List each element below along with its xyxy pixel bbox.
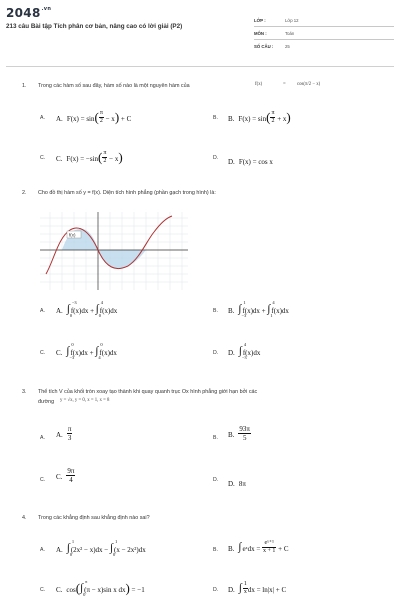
q2-number: 2. bbox=[22, 190, 27, 196]
q2-option-a[interactable]: A. ∫ −3 0 f(x)dx + ∫ 4 0 f(x)dx bbox=[56, 300, 118, 319]
class-value: Lớp 12 bbox=[285, 18, 299, 23]
q4-option-d-label[interactable]: D. bbox=[213, 587, 219, 593]
q1-option-d[interactable]: D. F(x) = cos x bbox=[228, 158, 273, 166]
q4-option-c[interactable]: C. cos(∫ π 0 (π − x)sin x dx) = −1 bbox=[56, 579, 145, 598]
site-logo[interactable]: $2048^{.vn}$ bbox=[6, 6, 52, 20]
subject-value: Toán bbox=[285, 31, 295, 36]
q1-func-expr: cos(π/2 − x) bbox=[297, 82, 321, 87]
q2-option-d-label[interactable]: D. bbox=[213, 350, 219, 356]
q1-option-c-label[interactable]: C. bbox=[40, 155, 46, 161]
meta-divider bbox=[254, 26, 394, 27]
q4-number: 4. bbox=[22, 515, 27, 521]
q2-option-a-label[interactable]: A. bbox=[40, 308, 45, 314]
q2-option-b[interactable]: B. ∫ 1 −3 f(x)dx + ∫ 4 1 f(x)dx bbox=[228, 300, 289, 319]
header-divider bbox=[6, 66, 394, 67]
q3-option-b[interactable]: B. $\frac{93\pi}{5}$ bbox=[228, 424, 250, 442]
q1-option-a[interactable]: A. F(x) = sin( $\frac{\pi}{2}$ − x) + C bbox=[56, 109, 132, 125]
subject-label: MÔN : bbox=[254, 31, 267, 36]
q1-option-b[interactable]: B. F(x) = sin( $\frac{\pi}{2}$ + x) bbox=[228, 109, 291, 125]
q3-text-line2: đường bbox=[38, 399, 55, 405]
q1-option-d-label[interactable]: D. bbox=[213, 155, 219, 161]
q2-option-c-label[interactable]: C. bbox=[40, 350, 46, 356]
q3-option-a[interactable]: A. $\frac{\pi}{3}$ bbox=[56, 424, 72, 442]
q2-option-d[interactable]: D. ∫ 4 −3 f(x)dx bbox=[228, 342, 261, 361]
q4-option-c-label[interactable]: C. bbox=[40, 587, 46, 593]
q4-option-b[interactable]: B. ∫eˣdx = $\frac{\text{eˣ⁺¹}}{x + 1}$ + C bbox=[228, 540, 289, 554]
q3-text: Thể tích V của khối tròn xoay tạo thành khi quay quanh trục Ox hình phẳng giới hạn bởi các bbox=[38, 389, 258, 395]
q1-option-c[interactable]: C. F(x) = −sin( $\frac{\pi}{2}$ − x) bbox=[56, 149, 123, 165]
q3-bounding-lines: y = √x, y = 0, x = 1, x = 8 bbox=[60, 398, 110, 403]
q3-option-b-label[interactable]: B. bbox=[213, 435, 218, 441]
q4-option-a-label[interactable]: A. bbox=[40, 547, 45, 553]
count-label: SỐ CÂU : bbox=[254, 44, 274, 49]
q3-option-a-label[interactable]: A. bbox=[40, 435, 45, 441]
graph-label: f(x) bbox=[69, 232, 76, 238]
q4-text: Trong các khẳng định sau khẳng định nào sai? bbox=[38, 515, 150, 521]
q4-option-a[interactable]: A. ∫ 1 0 (2x² − x)dx − ∫ 1 0 (x − 2x²)dx bbox=[56, 539, 146, 558]
q3-option-d-label[interactable]: D. bbox=[213, 477, 219, 483]
q4-option-d[interactable]: D. ∫ $\frac{1}{x}$ dx = ln|x| + C bbox=[228, 581, 287, 595]
q1-option-b-label[interactable]: B. bbox=[213, 115, 218, 121]
q3-number: 3. bbox=[22, 389, 27, 395]
q3-option-c-label[interactable]: C. bbox=[40, 477, 46, 483]
q1-text: Trong các hàm số sau đây, hàm số nào là một nguyên hàm của bbox=[38, 83, 190, 89]
q2-option-b-label[interactable]: B. bbox=[213, 308, 218, 314]
q1-func: f(x) bbox=[255, 82, 263, 87]
q3-option-c[interactable]: C. $\frac{9\pi}{4}$ bbox=[56, 466, 75, 484]
q4-option-b-label[interactable]: B. bbox=[213, 547, 218, 553]
q1-option-a-label[interactable]: A. bbox=[40, 115, 45, 121]
class-label: LỚP : bbox=[254, 18, 266, 23]
document-title: 213 câu Bài tập Tích phân cơ bản, nâng cao có lời giải (P2) bbox=[6, 23, 183, 30]
q2-option-c[interactable]: C. ∫ 0 −3 f(x)dx + ∫ 0 4 f(x)dx bbox=[56, 342, 117, 361]
q3-option-d[interactable]: D. 8π bbox=[228, 480, 246, 488]
q1-eq: = bbox=[283, 82, 286, 87]
q1-number: 1. bbox=[22, 83, 27, 89]
q2-function-graph bbox=[40, 212, 188, 290]
q2-text: Cho đồ thị hàm số y = f(x). Diện tích hình phẳng (phần gạch trong hình) là: bbox=[38, 190, 216, 196]
count-value: 25 bbox=[285, 44, 290, 49]
meta-divider bbox=[254, 39, 394, 40]
